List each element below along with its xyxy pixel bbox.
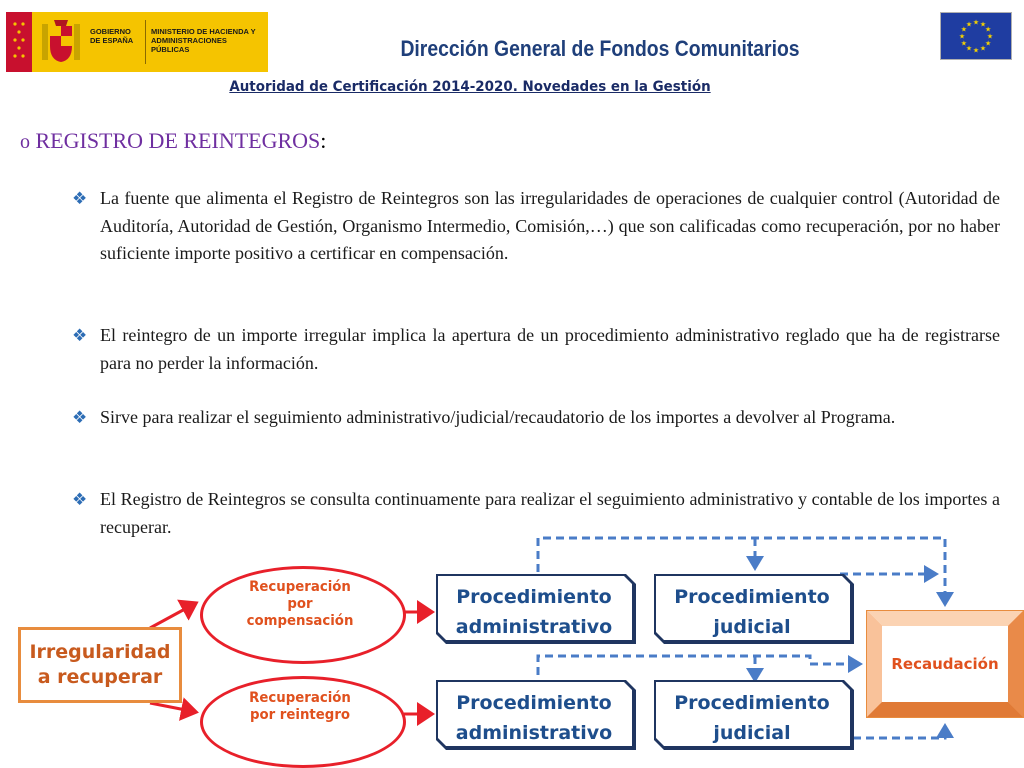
page-subtitle: Autoridad de Certificación 2014-2020. Novedades en la Gestión <box>229 79 711 95</box>
label-line: Recuperación <box>249 690 351 706</box>
paragraph-text: El reintegro de un importe irregular implica la apertura de un procedimiento administrativo reglado que ha de registrarse para no perder la información. <box>100 325 1000 373</box>
irregularidad-line2: a recuperar <box>37 666 163 688</box>
label-line: Procedimiento <box>674 692 830 714</box>
eu-star-icon: ★ <box>965 44 973 53</box>
irregularidad-box <box>18 627 182 703</box>
eu-star-icon: ★ <box>960 25 968 34</box>
dashed-judicial2-to-recaudacion <box>840 726 945 738</box>
label-line: judicial <box>713 722 791 744</box>
eu-star-icon: ★ <box>986 32 994 41</box>
section-colon: : <box>320 128 327 153</box>
eu-star-icon: ★ <box>972 18 980 27</box>
label-line: por <box>287 596 313 612</box>
label-line: Procedimiento <box>456 692 612 714</box>
paragraph-text: El Registro de Reintegros se consulta continuamente para realizar el seguimiento administrativo y contable de los importes a recuperar. <box>100 489 1000 537</box>
eu-star-icon: ★ <box>972 46 980 55</box>
proc-judicial-2 <box>654 680 854 750</box>
arrow-to-compensacion <box>150 603 196 628</box>
ministry-name-text: MINISTERIO DE HACIENDA Y ADMINISTRACIONES PÚBLICAS <box>151 27 256 54</box>
page-title: Dirección General de Fondos Comunitarios <box>400 36 800 61</box>
label-line: por reintegro <box>249 707 351 723</box>
proc-judicial-2-label <box>654 688 850 748</box>
proc-admin-2-label <box>436 688 632 748</box>
circle-bullet-icon: o <box>20 131 30 153</box>
label-line: Procedimiento <box>674 586 830 608</box>
label-line: compensación <box>246 613 354 629</box>
label-line: judicial <box>713 616 791 638</box>
diamond-bullet-icon: ❖ <box>72 189 88 208</box>
eu-star-icon: ★ <box>979 20 987 29</box>
eu-star-icon: ★ <box>979 44 987 53</box>
label-line: Procedimiento <box>456 586 612 608</box>
recaudacion-box <box>866 610 1024 718</box>
irregularidad-line1: Irregularidad <box>29 641 171 663</box>
recaudacion-label: Recaudación <box>891 655 999 673</box>
diamond-bullet-icon: ❖ <box>72 326 88 345</box>
eu-star-icon: ★ <box>984 39 992 48</box>
proc-admin-1 <box>436 574 636 644</box>
proc-judicial-1 <box>654 574 854 644</box>
proc-admin-1-label <box>436 582 632 642</box>
eu-star-icon: ★ <box>965 20 973 29</box>
proc-judicial-1-label <box>654 582 850 642</box>
proc-admin-2 <box>436 680 636 750</box>
ellipse-compensacion-label <box>205 579 395 630</box>
gov-name-text: GOBIERNO DE ESPAÑA <box>90 27 134 45</box>
arrow-to-reintegro <box>150 703 196 712</box>
diamond-bullet-icon: ❖ <box>72 408 88 427</box>
ellipse-reintegro-label <box>205 690 395 724</box>
eu-star-icon: ★ <box>984 25 992 34</box>
paragraph-text: La fuente que alimenta el Registro de Reintegros son las irregularidades de operaciones de cualquier control (Autoridad de Auditoría, Autoridad de Gestión, Organismo Intermedio, Comisión,…) que son calificadas como recuperación, por no haber suficiente importe positivo a certificar en compensación. <box>100 188 1000 263</box>
eu-star-icon: ★ <box>960 39 968 48</box>
diamond-bullet-icon: ❖ <box>72 490 88 509</box>
paragraph-text: Sirve para realizar el seguimiento administrativo/judicial/recaudatorio de los importes a devolver al Programa. <box>100 407 896 427</box>
section-title: REGISTRO DE REINTEGROS <box>35 128 321 153</box>
label-line: Recuperación <box>249 579 351 595</box>
label-line: administrativo <box>455 616 613 638</box>
label-line: administrativo <box>455 722 613 744</box>
eu-star-icon: ★ <box>958 32 966 41</box>
